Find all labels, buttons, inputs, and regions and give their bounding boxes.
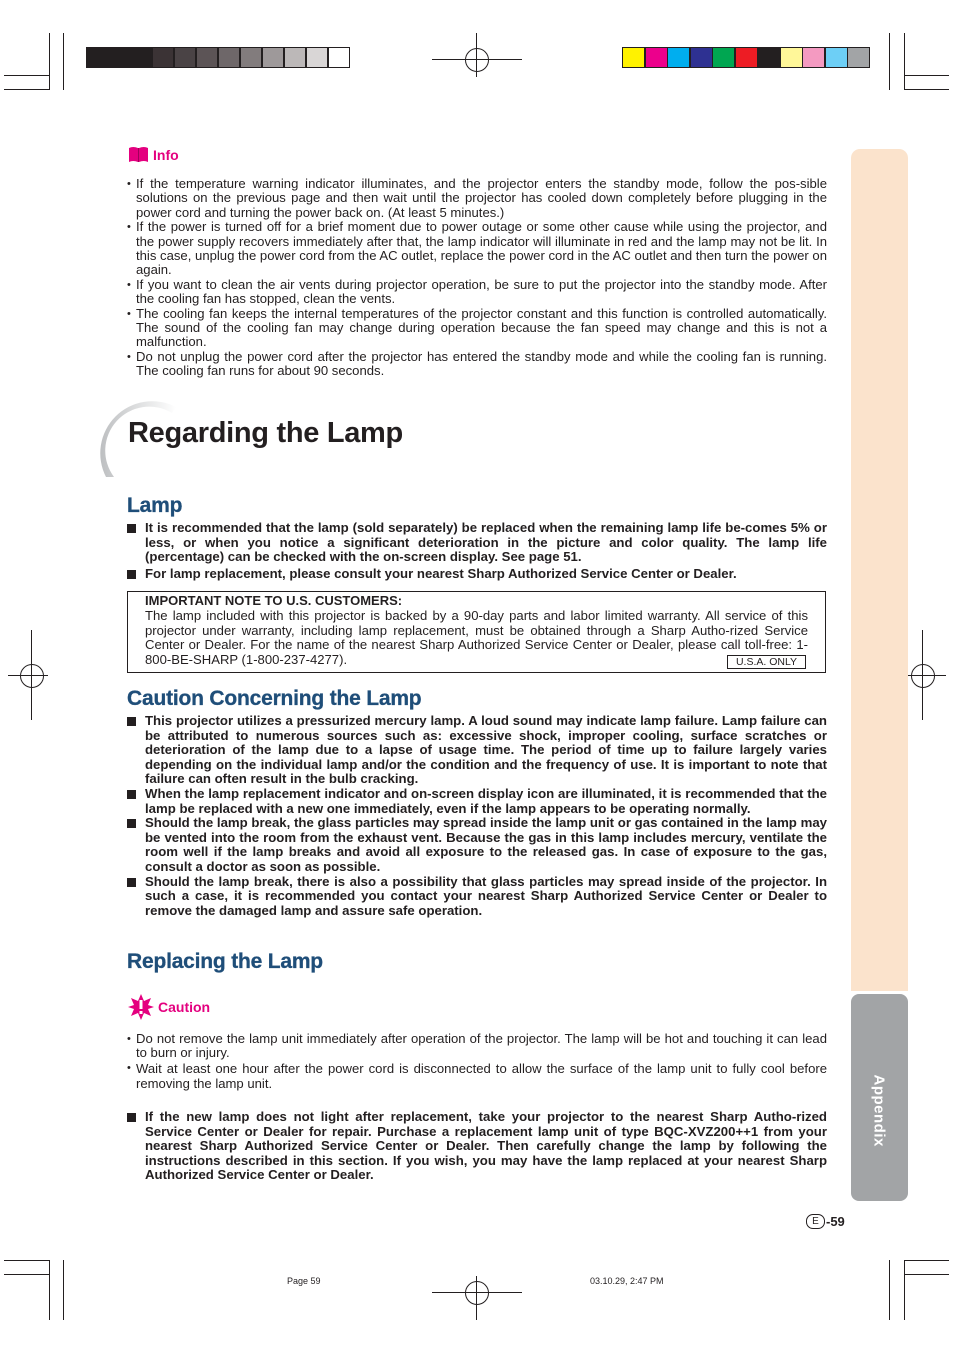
color-swatch	[712, 47, 735, 68]
side-tab-background	[851, 149, 908, 991]
caution-concerning-list	[127, 714, 827, 918]
crop-mark	[904, 1260, 905, 1320]
note-body: The lamp included with this projector is backed by a 90-day parts and labor limited warranty. All service of this projector under warranty, including lamp replacement, must be obtained through a Sharp Autho-rized Service Center or Dealer. For the name of the nearest Sharp Authorized Service Center or Dealer, please call toll-free: 1-800-BE-SHARP (1-800-237-4277).	[145, 608, 808, 667]
list-item: • If you want to clean the air vents during projector operation, be sure to put the projector into the standby mode. After the cooling fan has stopped, clean the vents.	[127, 278, 827, 307]
list-item: • Do not remove the lamp unit immediately after operation of the projector. The lamp will be hot and touching it can lead to burn or injury.	[127, 1032, 827, 1061]
footer-page: Page 59	[287, 1276, 321, 1286]
color-swatch	[645, 47, 668, 68]
color-swatch	[847, 47, 870, 68]
note-heading: IMPORTANT NOTE TO U.S. CUSTOMERS:	[145, 593, 403, 608]
crop-mark	[4, 1274, 49, 1275]
page-number	[806, 1214, 845, 1229]
crop-mark	[904, 1274, 949, 1275]
replacing-list	[127, 1110, 827, 1183]
crop-mark	[4, 89, 49, 90]
color-swatch	[690, 47, 713, 68]
lamp-list	[127, 521, 827, 581]
list-item: If the new lamp does not light after replacement, take your projector to the nearest Sharp Autho-rized Service Center or Dealer for repair. Purchase a replacement lamp unit of type BQC-XVZ200++1 from your nearest Sharp Authorized Service Center or Dealer. Then carefully change the lamp by following the instructions described in this section. If you wish, you may have the lamp replaced at your nearest Sharp Authorized Service Center or Dealer.	[127, 1110, 827, 1183]
crop-mark	[904, 75, 949, 76]
gray-swatch	[196, 47, 218, 68]
gray-swatch	[218, 47, 240, 68]
info-label: Info	[153, 146, 179, 163]
crop-mark	[4, 75, 49, 76]
gray-swatch	[86, 47, 108, 68]
gray-swatch	[152, 47, 174, 68]
color-swatch	[757, 47, 780, 68]
crop-mark	[904, 89, 949, 90]
caution-concerning-heading: Caution Concerning the Lamp	[127, 687, 422, 710]
color-swatch	[780, 47, 803, 68]
footer-timestamp: 03.10.29, 2:47 PM	[590, 1276, 664, 1286]
usa-only-badge: U.S.A. ONLY	[727, 655, 806, 669]
gray-swatch	[284, 47, 306, 68]
color-swatch	[735, 47, 758, 68]
crop-mark	[889, 33, 890, 90]
info-list	[127, 177, 827, 379]
crop-mark	[63, 1260, 64, 1320]
list-item: • If the temperature warning indicator illuminates, and the projector enters the standby mode, follow the pos-sible solutions on the previous page and then wait until the projector has cooled down completely before plugging in the power cord and turning the power back on. (At least 5 minutes.)	[127, 177, 827, 220]
lamp-heading: Lamp	[127, 494, 183, 517]
gray-swatch	[240, 47, 262, 68]
caution-list	[127, 1032, 827, 1092]
crop-mark	[904, 1260, 949, 1261]
crop-mark	[49, 1260, 50, 1320]
list-item: • Wait at least one hour after the power cord is disconnected to allow the surface of the lamp unit to fully cool before removing the lamp unit.	[127, 1061, 827, 1092]
gray-swatch	[306, 47, 328, 68]
info-header	[128, 146, 179, 163]
list-item: For lamp replacement, please consult your nearest Sharp Authorized Service Center or Dealer.	[127, 567, 827, 582]
list-item: • Do not unplug the power cord after the projector has entered the standby mode and while the cooling fan is running. The cooling fan runs for about 90 seconds.	[127, 350, 827, 379]
color-swatch	[825, 47, 848, 68]
crop-mark	[63, 33, 64, 90]
list-item: When the lamp replacement indicator and on-screen display icon are illuminated, it is recommended that the lamp be replaced with a new one immediately, even if the lamp appears to be operating normally.	[127, 787, 827, 816]
crop-mark	[4, 1260, 49, 1261]
list-item: It is recommended that the lamp (sold separately) be replaced when the remaining lamp life be-comes 5% or less, or when you notice a significant deterioration in the picture and color quality. The lamp life (percentage) can be checked with the on-screen display. See page 51.	[127, 521, 827, 565]
gray-swatch	[108, 47, 130, 68]
crop-mark	[49, 33, 50, 90]
exclamation-burst-icon	[128, 994, 154, 1020]
replacing-heading: Replacing the Lamp	[127, 950, 323, 973]
list-item: Should the lamp break, the glass particles may spread inside the lamp unit or gas contained in the lamp may be vented into the room from the exhaust vent. Because the gas in this lamp includes mercury, ventilate the room well if the lamp breaks and avoid all exposure to the released gas. In case of exposure to the gas, consult a doctor as soon as possible.	[127, 816, 827, 874]
caution-label: Caution	[158, 999, 211, 1015]
list-item: • The cooling fan keeps the internal temperatures of the projector constant and this function is controlled automatically. The sound of the cooling fan may change during operation because the fan speed may change and this is not a malfunction.	[127, 307, 827, 350]
color-swatch	[667, 47, 690, 68]
book-icon	[128, 146, 149, 163]
gray-swatch	[328, 47, 350, 68]
color-swatch	[622, 47, 645, 68]
list-item: • If the power is turned off for a brief moment due to power outage or some other cause while using the projector, and the power supply recovers immediately after that, the lamp indicator will illuminate in red and the lamp may not be lit. In this case, unplug the power cord from the AC outlet, replace the power cord in the AC outlet and then turn the power on again.	[127, 220, 827, 278]
gray-swatch	[130, 47, 152, 68]
color-swatch	[802, 47, 825, 68]
page-prefix: E	[806, 1214, 825, 1229]
crop-mark	[889, 1260, 890, 1320]
page-title: Regarding the Lamp	[128, 417, 403, 449]
side-tab-label: Appendix	[870, 1074, 888, 1147]
list-item: This projector utilizes a pressurized mercury lamp. A loud sound may indicate lamp failure. Lamp failure can be attributed to numerous sources such as: excessive shock, improper cooling, surface scratches or deterioration of the lamp due to a lapse of usage time. The period of time up to failure largely varies depending on the individual lamp and/or the condition and the frequency of use. It is important to note that failure can often result in the bulb cracking.	[127, 714, 827, 787]
crop-mark	[904, 33, 905, 90]
gray-swatch	[174, 47, 196, 68]
page-number-value: -59	[826, 1214, 845, 1229]
gray-swatch	[262, 47, 284, 68]
list-item: Should the lamp break, there is also a possibility that glass particles may spread inside of the projector. In such a case, it is recommended you contact your nearest Sharp Authorized Service Center or Dealer to remove the damaged lamp and assure safe operation.	[127, 875, 827, 919]
caution-header	[128, 994, 210, 1020]
